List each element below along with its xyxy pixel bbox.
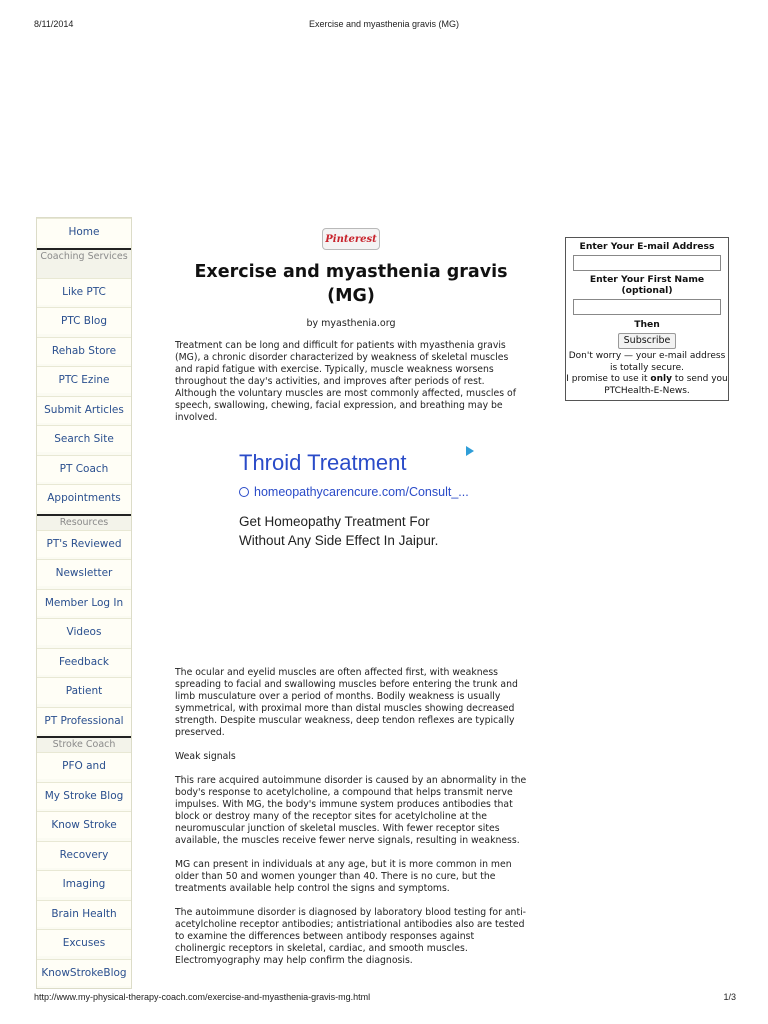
sidebar-item-knowstrokeblog[interactable]: KnowStrokeBlog (37, 959, 131, 986)
privacy-note-line2-end: to send you PTCHealth-E-News. (604, 374, 728, 396)
print-url: http://www.my-physical-therapy-coach.com/exercise-and-myasthenia-gravis-mg.html (34, 992, 371, 1002)
print-page-number: 1/3 (723, 992, 736, 1002)
print-footer (0, 992, 768, 1006)
sidebar-item-ptc-blog[interactable]: PTC Blog (37, 307, 131, 334)
privacy-note-line1: Don't worry — your e-mail address is totally secure. (568, 351, 726, 373)
sidebar-item-like-ptc[interactable]: Like PTC (37, 278, 131, 305)
privacy-note (566, 351, 728, 397)
subscribe-button[interactable]: Subscribe (618, 333, 677, 349)
sidebar-item-recovery[interactable]: Recovery (37, 841, 131, 868)
sidebar-section-header: Resources (37, 514, 131, 530)
sidebar-item-member-log-in[interactable]: Member Log In (37, 589, 131, 616)
privacy-note-line2-start: I promise to use it (566, 374, 651, 384)
article-paragraph: The ocular and eyelid muscles are often affected first, with weakness spreading to facial and swallowing muscles before entering the trunk and limb musculature over a period of months. Bodily weakness is usually symmetrical, with proximal more than distal muscles showing decreased strength. Despite muscular weakness, deep tendon reflexes are typically preserved. (175, 667, 518, 738)
sidebar-item-newsletter[interactable]: Newsletter (37, 559, 131, 586)
article-paragraph: The autoimmune disorder is diagnosed by laboratory blood testing for anti-acetylcholine receptor antibodies; antistriational antibodies also are tested to examine the differences between antibody responses against cholinergic receptors in skeletal, cardiac, and smooth muscles. Electromyography may help confirm the diagnosis. (175, 907, 527, 966)
sidebar-item-submit-articles[interactable]: Submit Articles (37, 396, 131, 423)
sidebar-item-rehab-store[interactable]: Rehab Store (37, 337, 131, 364)
sidebar-item-pt-s-reviewed[interactable]: PT's Reviewed (37, 530, 131, 557)
print-date: 8/11/2014 (34, 19, 74, 29)
sidebar-section-header: Stroke Coach (37, 736, 131, 752)
section-heading: Weak signals (175, 751, 236, 762)
article-title: Exercise and myasthenia gravis (MG) (194, 262, 508, 306)
sidebar-item-feedback[interactable]: Feedback (37, 648, 131, 675)
sidebar-item-know-stroke[interactable]: Know Stroke (37, 811, 131, 838)
sidebar-item-ptc-ezine[interactable]: PTC Ezine (37, 366, 131, 393)
sidebar-item-search-site[interactable]: Search Site (37, 425, 131, 452)
sidebar-item-pt-professional[interactable]: PT Professional (37, 707, 131, 734)
print-page-title: Exercise and myasthenia gravis (MG) (308, 19, 460, 29)
sidebar-section-header: Coaching Services (37, 248, 131, 278)
sidebar-item-excuses[interactable]: Excuses (37, 929, 131, 956)
article-paragraph: MG can present in individuals at any age, but it is more common in men older than 50 and women younger than 40. There is no cure, but the treatments available help control the signs and symptoms. (175, 859, 512, 894)
advertisement[interactable] (239, 440, 479, 560)
sidebar-item-home[interactable]: Home (37, 218, 131, 245)
sidebar-item-pfo-and[interactable]: PFO and (37, 752, 131, 779)
first-name-field[interactable] (573, 299, 721, 315)
first-name-field-label: Enter Your First Name (optional) (589, 274, 705, 296)
privacy-note-emphasis: only (650, 374, 672, 384)
pinterest-button[interactable]: Pinterest (322, 228, 380, 250)
ad-description: Get Homeopathy Treatment For Without Any Side Effect In Jaipur. (239, 514, 439, 548)
sidebar-item-imaging[interactable]: Imaging (37, 870, 131, 897)
article-paragraph: Treatment can be long and difficult for patients with myasthenia gravis (MG), a chronic disorder characterized by weakness of skeletal muscles and rapid fatigue with exercise. Typically, muscle weakness worsens throughout the day's activities, and improves after periods of rest. Although the voluntary muscles are most commonly affected, muscles of speech, swallowing, chewing, facial expression, and breathing may be involved. (175, 340, 516, 423)
globe-icon (239, 487, 249, 497)
ad-url-link[interactable]: homeopathycarencure.com/Consult_... (254, 485, 469, 499)
sidebar-nav (36, 217, 132, 989)
article-byline: by myasthenia.org (306, 318, 396, 329)
ad-choices-icon[interactable] (466, 446, 474, 456)
article-paragraph: This rare acquired autoimmune disorder is caused by an abnormality in the body's response to acetylcholine, a compound that helps transmit nerve impulses. With MG, the body's immune system produces antibodies that block or destroy many of the receptor sites for acetylcholine at the neuromuscular junction of skeletal muscles. With fewer receptor sites available, the muscles receive fewer nerve signals, resulting in weakness. (175, 775, 527, 846)
sidebar-item-my-stroke-blog[interactable]: My Stroke Blog (37, 782, 131, 809)
print-header (0, 19, 768, 33)
then-label: Then (634, 319, 660, 330)
email-field-label: Enter Your E-mail Address (579, 241, 715, 252)
sidebar-item-patient[interactable]: Patient (37, 677, 131, 704)
sidebar-item-pt-coach[interactable]: PT Coach (37, 455, 131, 482)
sidebar-item-appointments[interactable]: Appointments (37, 484, 131, 511)
sidebar-item-videos[interactable]: Videos (37, 618, 131, 645)
sidebar-item-brain-health[interactable]: Brain Health (37, 900, 131, 927)
email-field[interactable] (573, 255, 721, 271)
newsletter-signup-form (565, 237, 729, 401)
ad-title-link[interactable]: Throid Treatment (239, 450, 407, 475)
